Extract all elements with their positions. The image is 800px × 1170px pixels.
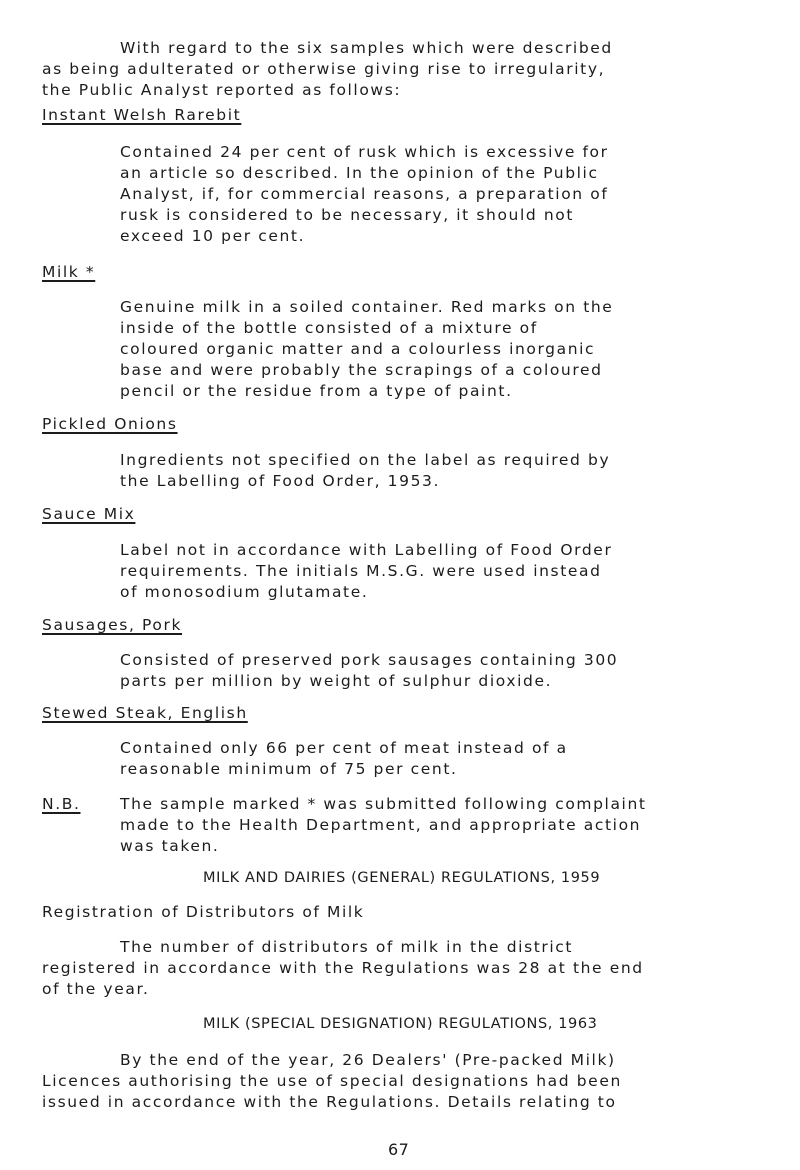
section-text: Analyst, if, for commercial reasons, a preparation of [120,185,609,203]
regulation-heading: MILK AND DAIRIES (GENERAL) REGULATIONS, 1959 [203,870,601,886]
section-heading: Instant Welsh Rarebit [42,106,242,124]
regulation-text: By the end of the year, 26 Dealers' (Pre-packed Milk) [120,1051,616,1069]
section-text: Consisted of preserved pork sausages containing 300 [120,651,619,669]
regulation-text: of the year. [42,980,150,998]
section-text: exceed 10 per cent. [120,227,306,245]
section-text: requirements. The initials M.S.G. were used instead [120,562,602,580]
regulation-text: issued in accordance with the Regulations. Details relating to [42,1093,617,1111]
section-text: the Labelling of Food Order, 1953. [120,472,441,490]
regulation-text: registered in accordance with the Regulations was 28 at the end [42,959,644,977]
section-text: parts per million by weight of sulphur dioxide. [120,672,553,690]
section-text: Ingredients not specified on the label as required by [120,451,611,469]
section-text: coloured organic matter and a colourless inorganic [120,340,596,358]
note-text: made to the Health Department, and appropriate action [120,816,642,834]
section-heading: Milk * [42,263,96,281]
note-text: was taken. [120,837,220,855]
section-text: Contained 24 per cent of rusk which is excessive for [120,143,609,161]
section-heading: Sauce Mix [42,505,136,523]
section-heading: Stewed Steak, English [42,704,248,722]
page-number: 67 [388,1140,410,1159]
section-text: inside of the bottle consisted of a mixture of [120,319,538,337]
section-heading: Sausages, Pork [42,616,183,634]
note-label: N.B. [42,795,81,813]
section-text: Genuine milk in a soiled container. Red marks on the [120,298,614,316]
intro-line: With regard to the six samples which were described [120,39,613,57]
note-text: The sample marked * was submitted following complaint [120,795,647,813]
section-text: pencil or the residue from a type of paint. [120,382,513,400]
section-text: base and were probably the scrapings of a coloured [120,361,603,379]
regulation-text: Licences authorising the use of special designations had been [42,1072,622,1090]
intro-line: as being adulterated or otherwise giving rise to irregularity, [42,60,606,78]
intro-line: the Public Analyst reported as follows: [42,81,402,99]
section-text: Label not in accordance with Labelling of Food Order [120,541,613,559]
section-text: of monosodium glutamate. [120,583,369,601]
regulation-heading: MILK (SPECIAL DESIGNATION) REGULATIONS, 1963 [203,1016,598,1032]
section-heading: Pickled Onions [42,415,178,433]
regulation-text: The number of distributors of milk in the district [120,938,574,956]
section-text: reasonable minimum of 75 per cent. [120,760,458,778]
section-text: an article so described. In the opinion of the Public [120,164,599,182]
regulation-subheading: Registration of Distributors of Milk [42,903,365,921]
section-text: rusk is considered to be necessary, it should not [120,206,575,224]
section-text: Contained only 66 per cent of meat instead of a [120,739,568,757]
